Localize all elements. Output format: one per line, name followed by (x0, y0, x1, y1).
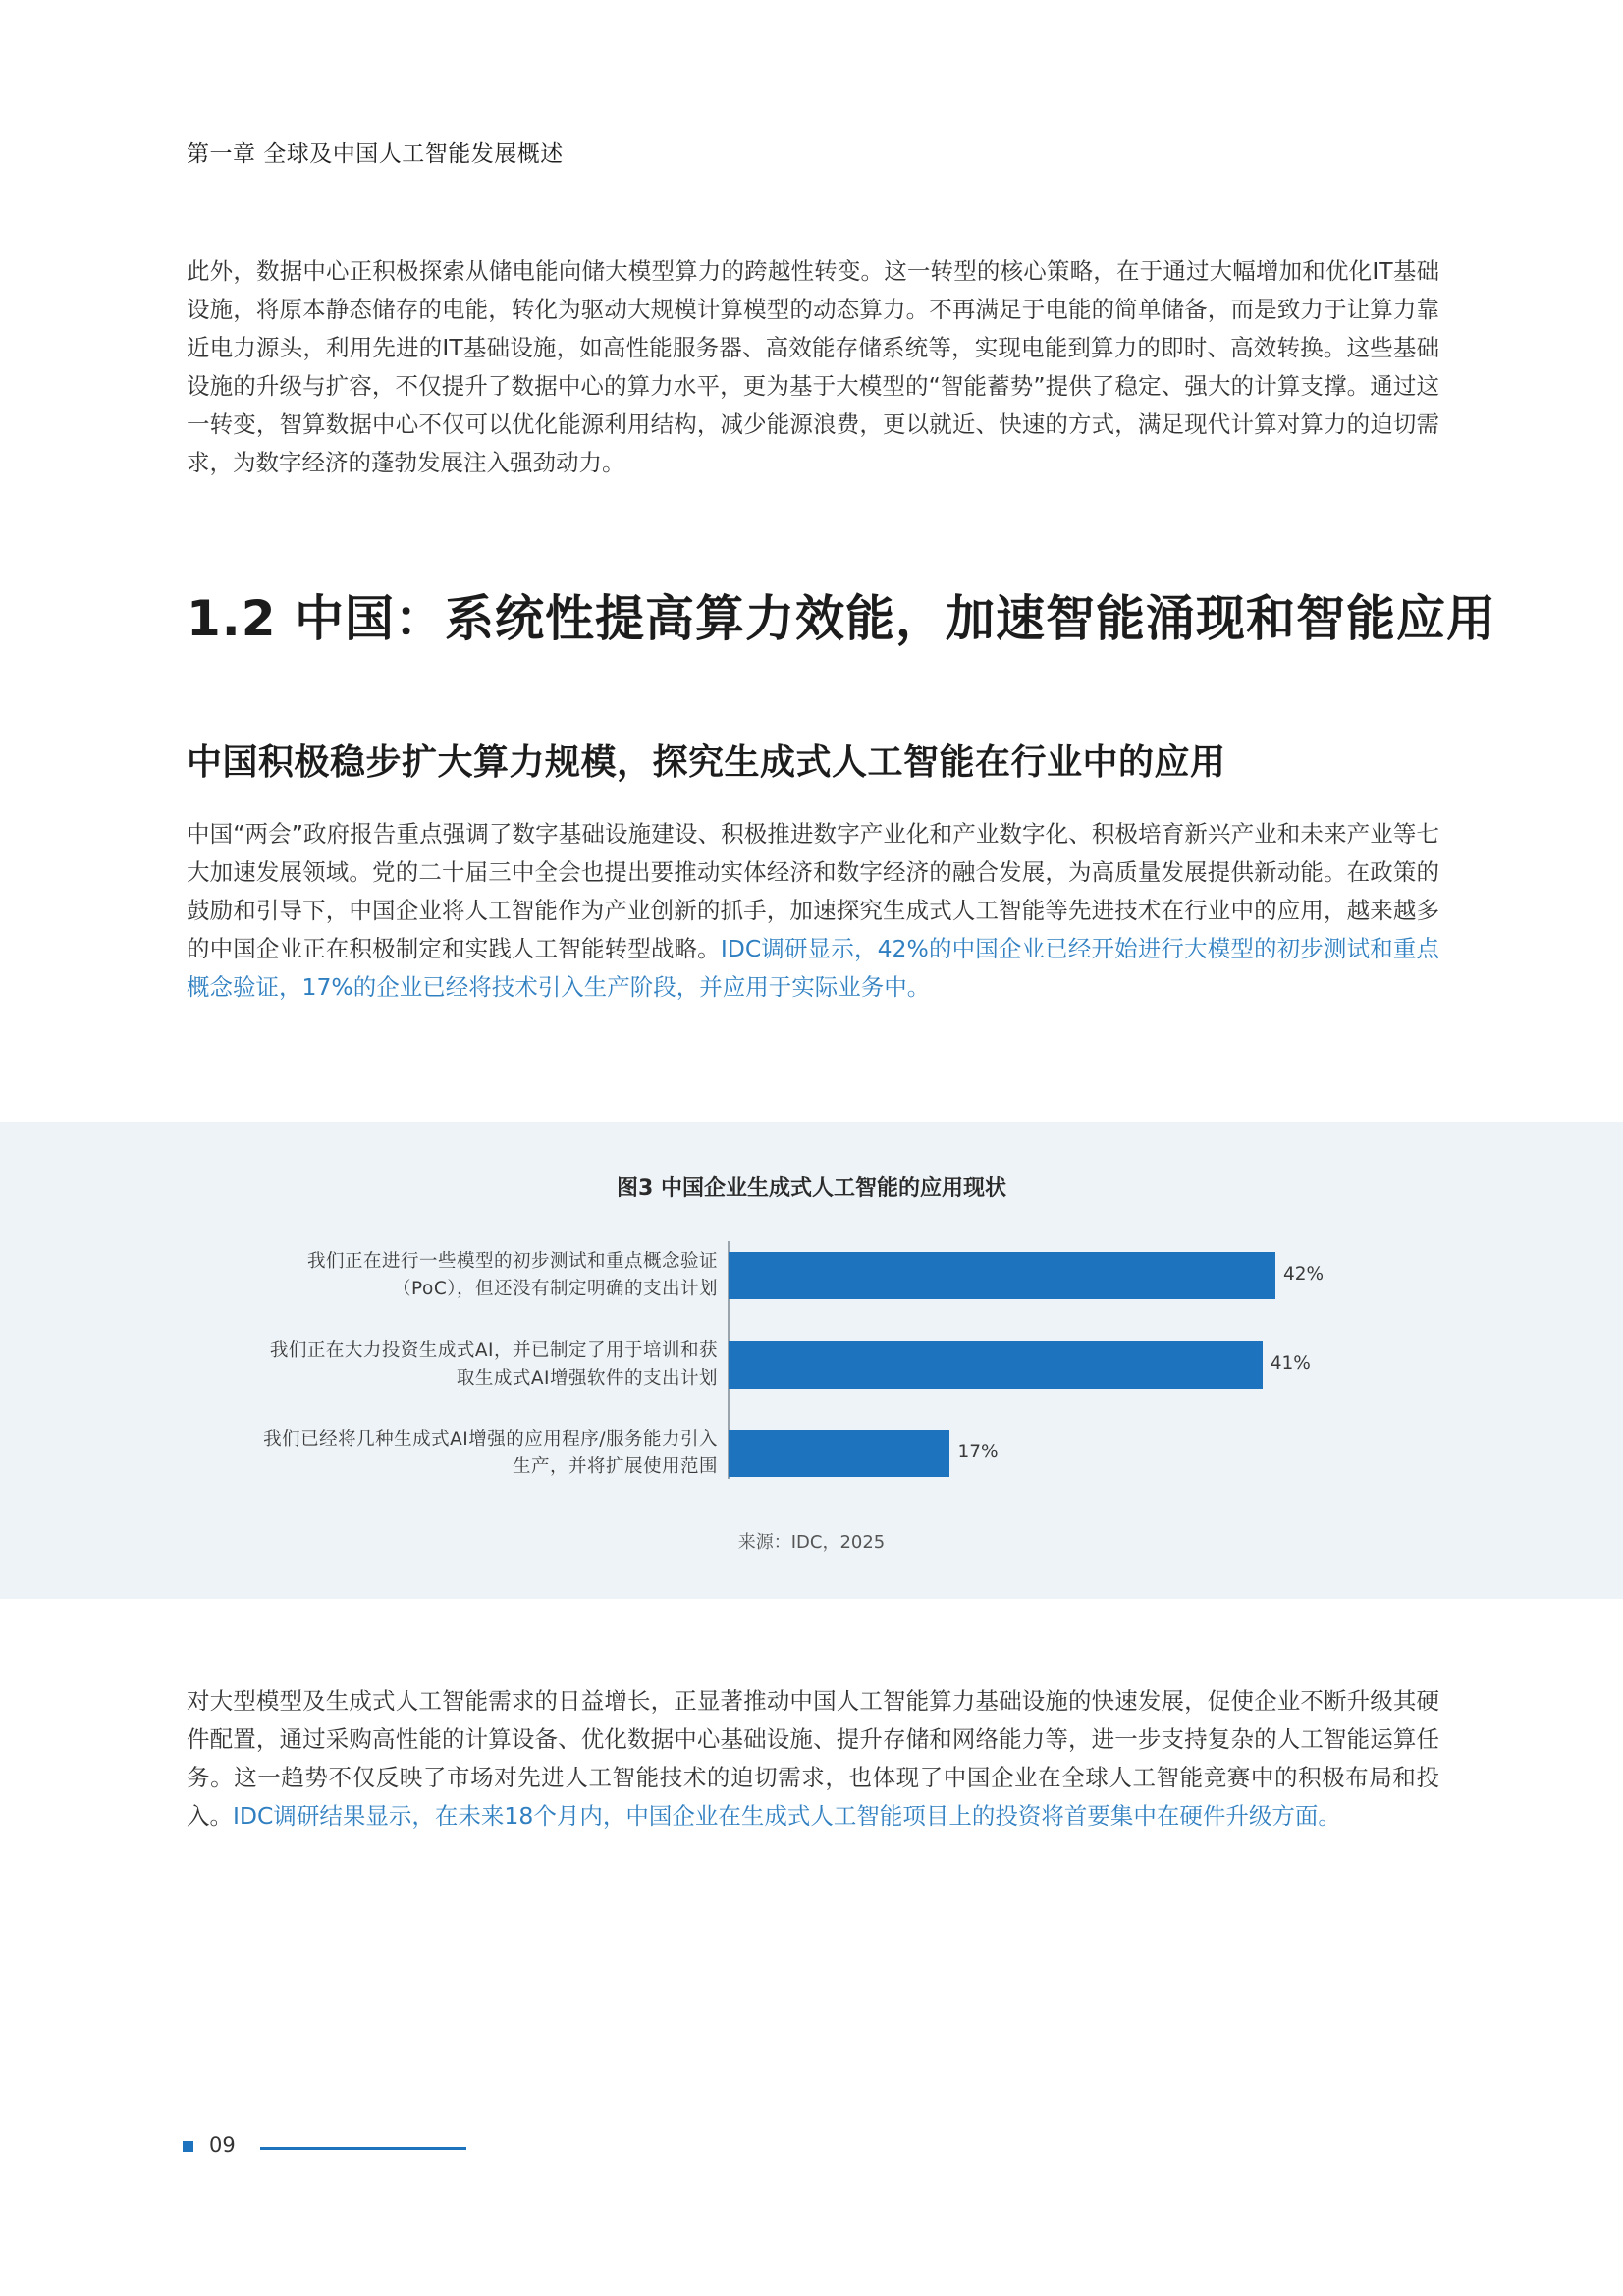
bar-2 (729, 1341, 1263, 1389)
bar-3 (729, 1430, 949, 1477)
bar-value-label: 42% (1283, 1264, 1325, 1285)
chapter-header: 第一章 全球及中国人工智能发展概述 (187, 141, 564, 167)
bar-value-label: 41% (1270, 1353, 1311, 1374)
figure-title: 图3 中国企业生成式人工智能的应用现状 (617, 1176, 1006, 1201)
section-subtitle: 中国积极稳步扩大算力规模，探究生成式人工智能在行业中的应用 (187, 742, 1226, 783)
closing-paragraph-text: 对大型模型及生成式人工智能需求的日益增长，正显著推动中国人工智能算力基础设施的快速发展，促使企业不断升级其硬件配置，通过采购高性能的计算设备、优化数据中心基础设施、提升存储和网络能力等，进一步支持复杂的人工智能运算任务。这一趋势不仅反映了市场对先进人工智能技术的迫切需求，也体现了中国企业在全球人工智能竞赛中的积极布局和投入。 (187, 1687, 1439, 1830)
bar-category-label-line: 我们已经将几种生成式AI增强的应用程序/服务能力引入 (263, 1429, 718, 1449)
page-marker-square (183, 2141, 193, 2152)
bar-category-label-line: 取生成式AI增强软件的支出计划 (456, 1368, 718, 1389)
bar-category-label-line: 我们正在大力投资生成式AI，并已制定了用于培训和获 (269, 1340, 718, 1361)
page-marker-line (260, 2147, 466, 2150)
bar-category-label (207, 1338, 718, 1393)
bar-category-label-line: 生产，并将扩展使用范围 (512, 1456, 718, 1477)
closing-paragraph-highlight: IDC调研结果显示，在未来18个月内，中国企业在生成式人工智能项目上的投资将首要集中在硬件升级方面。 (233, 1802, 1341, 1830)
section-paragraph (187, 815, 1439, 1007)
bar-category-label-line: 我们正在进行一些模型的初步测试和重点概念验证 (306, 1251, 718, 1272)
figure-source: 来源：IDC，2025 (737, 1532, 886, 1553)
bar-category-label (207, 1426, 718, 1481)
closing-paragraph (187, 1682, 1439, 1835)
bar-category-label-line: （PoC），但还没有制定明确的支出计划 (393, 1279, 718, 1299)
intro-paragraph: 此外，数据中心正积极探索从储电能向储大模型算力的跨越性转变。这一转型的核心策略，在于通过大幅增加和优化IT基础设施，将原本静态储存的电能，转化为驱动大规模计算模型的动态算力。不再满足于电能的简单储备，而是致力于让算力靠近电力源头，利用先进的IT基础设施，如高性能服务器、高效能存储系统等，实现电能到算力的即时、高效转换。这些基础设施的升级与扩容，不仅提升了数据中心的算力水平，更为基于大模型的“智能蓄势”提供了稳定、强大的计算支撑。通过这一转变，智算数据中心不仅可以优化能源利用结构，减少能源浪费，更以就近、快速的方式，满足现代计算对算力的迫切需求，为数字经济的蓬勃发展注入强劲动力。 (187, 257, 1439, 476)
page-number: 09 (209, 2133, 236, 2157)
section-title: 1.2 中国：系统性提高算力效能，加速智能涌现和智能应用 (187, 590, 1496, 647)
bar-1 (729, 1252, 1275, 1299)
bar-value-label: 17% (957, 1442, 999, 1462)
section-paragraph-text: 中国“两会”政府报告重点强调了数字基础设施建设、积极推进数字产业化和产业数字化、积极培育新兴产业和未来产业等七大加速发展领域。党的二十届三中全会也提出要推动实体经济和数字经济的融合发展，为高质量发展提供新动能。在政策的鼓励和引导下，中国企业将人工智能作为产业创新的抓手，加速探究生成式人工智能等先进技术在行业中的应用，越来越多的中国企业正在积极制定和实践人工智能转型战略。 (187, 820, 1439, 962)
section-paragraph-highlight: IDC调研显示，42%的中国企业已经开始进行大模型的初步测试和重点概念验证，17%的企业已经将技术引入生产阶段，并应用于实际业务中。 (187, 935, 1440, 1001)
bar-category-label (207, 1248, 718, 1303)
